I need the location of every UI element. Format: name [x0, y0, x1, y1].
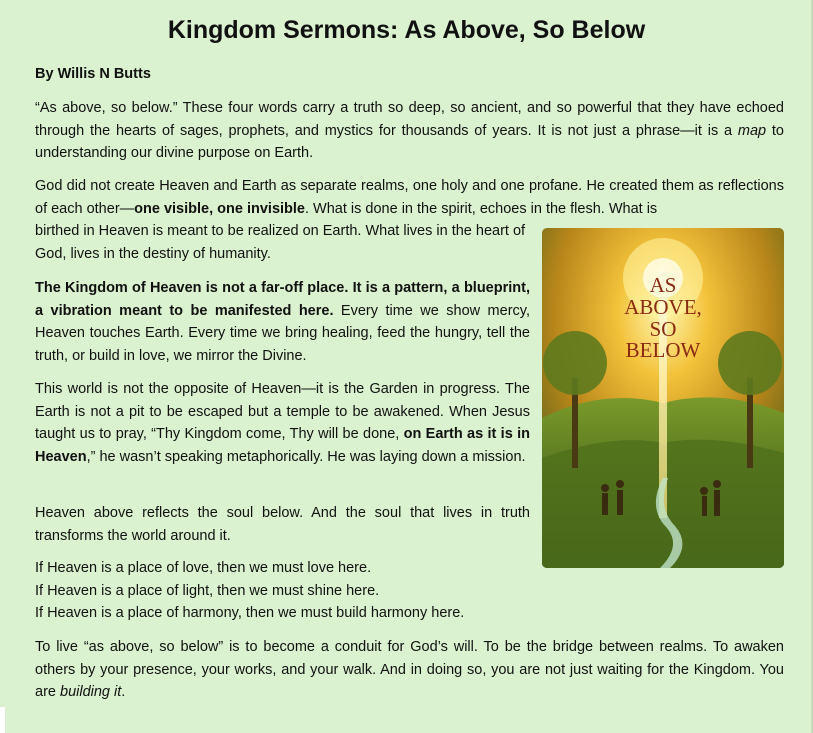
bold-run: one visible, one invisible: [134, 200, 305, 217]
paragraph-4: [35, 378, 530, 468]
emphasis-building: building it: [60, 684, 122, 700]
text-run: “As above, so below.” These four words carry a truth so deep, so ancient, and so powerful that they have echoed through the hearts of sages, prophets, and mystics for thousands of years. It is not just a phrase—it is a: [35, 100, 784, 139]
text-run: This world is not the opposite of Heaven—it is the Garden in progress. The Earth is not a pit to be escaped but a temple to be awakened. When Jesus taught us to pray, “Thy Kingdom come, Thy will be done,: [35, 381, 530, 442]
artwork-title-line-3: SO: [649, 317, 677, 341]
page-title: Kingdom Sermons: As Above, So Below: [167, 16, 646, 44]
paragraph-2: [35, 175, 784, 220]
list-line: If Heaven is a place of light, then we must shine here.: [35, 582, 380, 599]
artwork-title-line-1: AS: [649, 273, 677, 297]
author-byline: By Willis N Butts: [35, 66, 151, 82]
text-run: To live “as above, so below” is to become a conduit for God’s will. To be the bridge between realms. To awaken others by your presence, your works, and your walk. And in doing so, you are not just waiting for the Kingdom. You are: [35, 639, 784, 700]
paragraph-2-continued: birthed in Heaven is meant to be realized on Earth. What lives in the heart of God, lives in the destiny of humanity.: [35, 223, 526, 262]
text-run: ,” he wasn’t speaking metaphorically. He was laying down a mission.: [86, 448, 526, 465]
emphasis-map: map: [737, 122, 767, 139]
artwork-title-line-2: ABOVE,: [624, 295, 702, 319]
paragraph-1: [35, 97, 784, 165]
text-run: to understanding our divine purpose on Earth.: [35, 122, 784, 161]
bold-run: on Earth as it is in Heaven: [35, 426, 530, 465]
paragraph-5: Heaven above reflects the soul below. And the soul that lives in truth transforms the world around it.: [35, 505, 530, 544]
paragraph-3: [35, 277, 530, 367]
list-line: If Heaven is a place of love, then we must love here.: [35, 560, 372, 576]
list-line: If Heaven is a place of harmony, then we must build harmony here.: [35, 605, 465, 621]
as-above-so-below-artwork: [542, 228, 784, 568]
text-run: Every time we show mercy, Heaven touches Earth. Every time we bring healing, feed the hungry, tell the truth, or build in love, we mirror the Divine.: [35, 302, 530, 364]
bold-run: The Kingdom of Heaven is not a far-off place. It is a pattern, a blueprint, a vibration meant to be manifested here.: [35, 280, 530, 319]
text-run: .: [121, 684, 126, 700]
paragraph-6: [35, 636, 784, 704]
page-corner-tab: [0, 707, 5, 733]
text-run: God did not create Heaven and Earth as separate realms, one holy and one profane. He created them as reflections of each other—: [35, 178, 784, 217]
text-run: . What is done in the spirit, echoes in the flesh. What is: [304, 200, 658, 217]
artwork-title-line-4: BELOW: [625, 338, 701, 362]
